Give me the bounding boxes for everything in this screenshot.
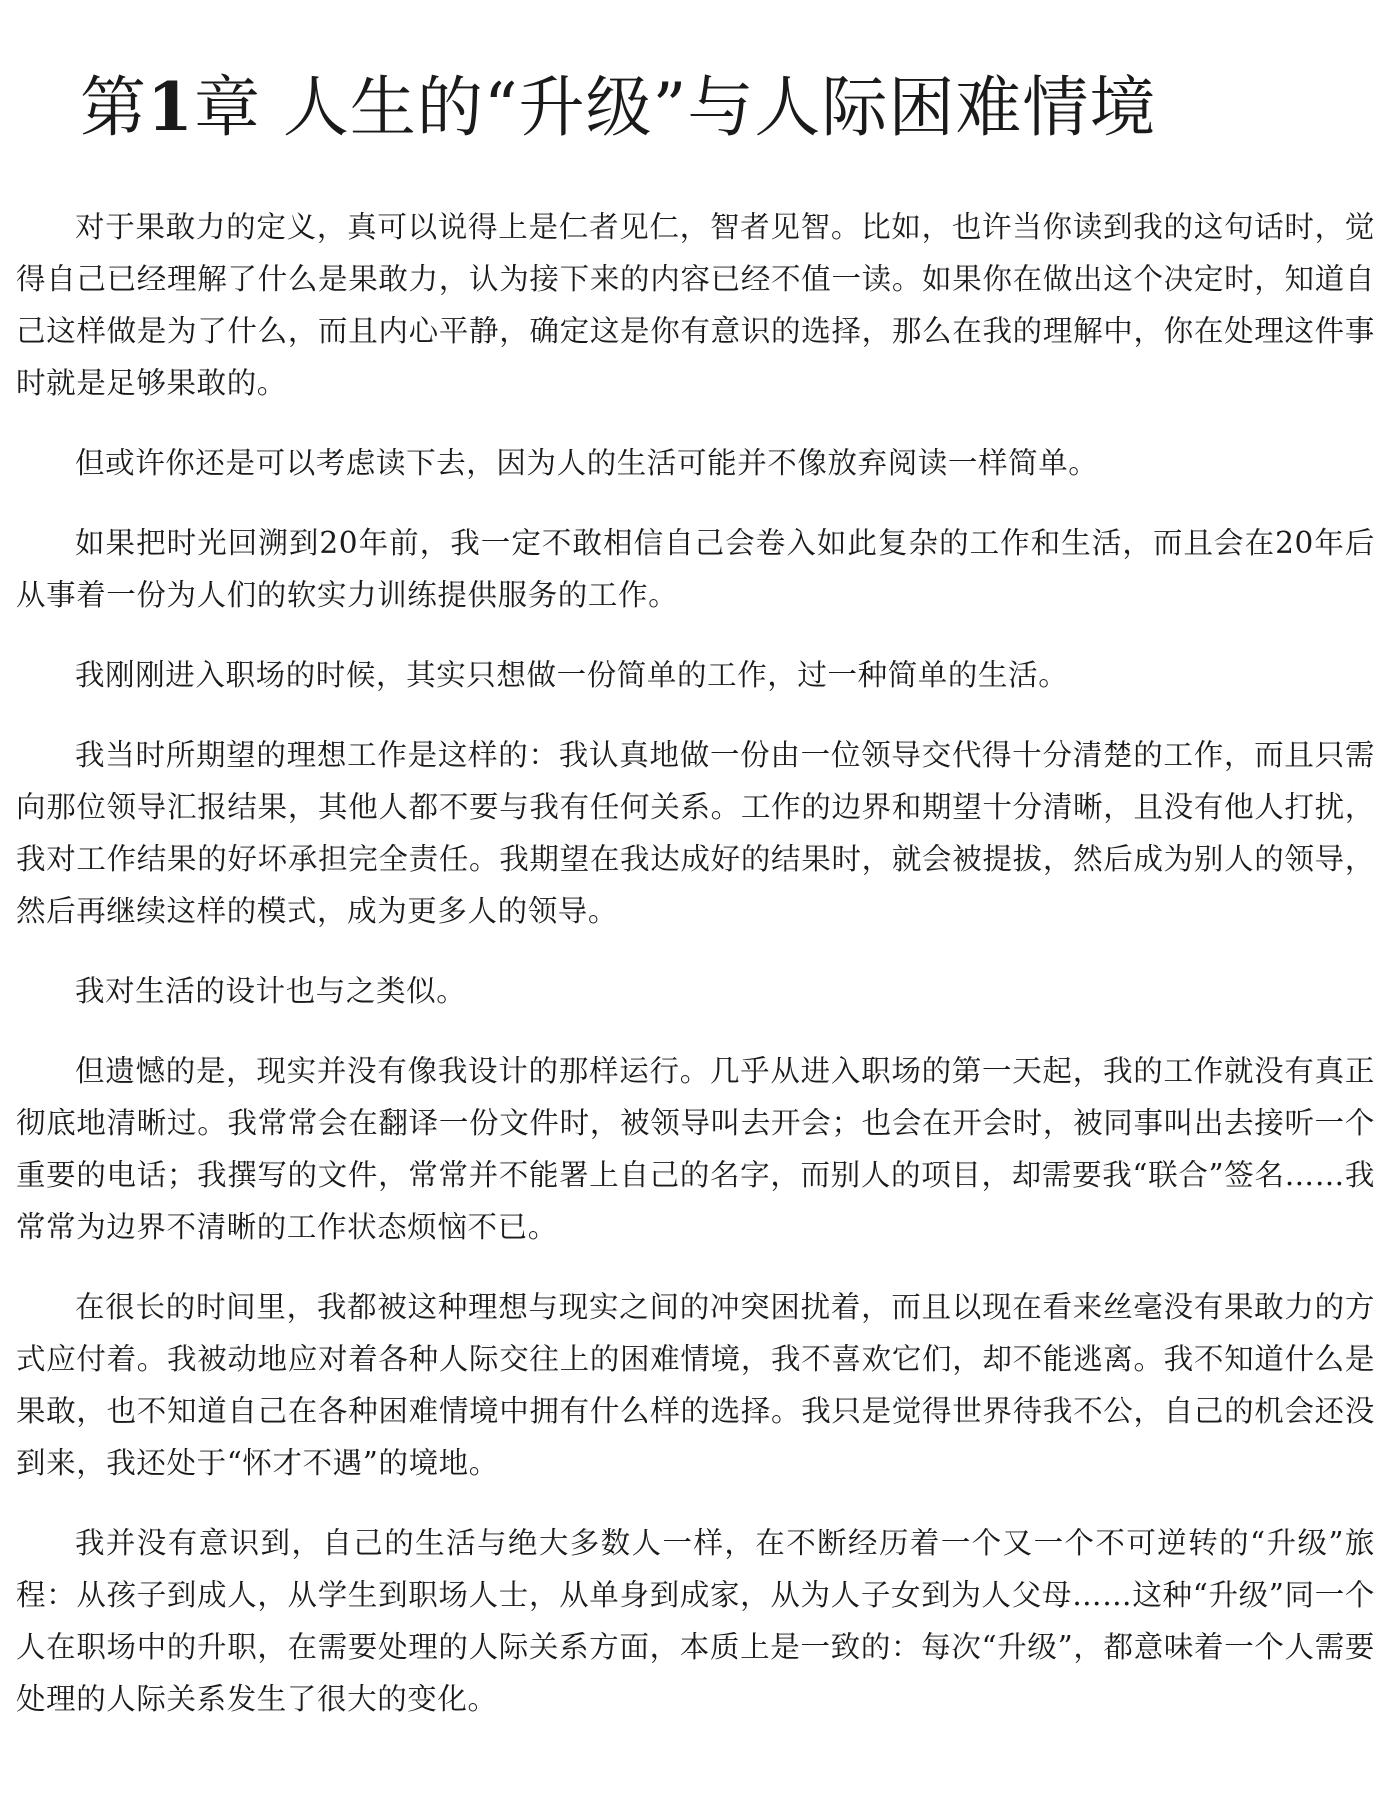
- chapter-body: [16, 201, 1375, 1725]
- paragraph-9: 我并没有意识到，自己的生活与绝大多数人一样，在不断经历着一个又一个不可逆转的“升级”旅程：从孩子到成人，从学生到职场人士，从单身到成家，从为人子女到为人父母……这种“升级”同一个人在职场中的升职，在需要处理的人际关系方面，本质上是一致的：每次“升级”，都意味着一个人需要处理的人际关系发生了很大的变化。: [16, 1526, 1375, 1716]
- paragraph-8: 在很长的时间里，我都被这种理想与现实之间的冲突困扰着，而且以现在看来丝毫没有果敢力的方式应付着。我被动地应对着各种人际交往上的困难情境，我不喜欢它们，却不能逃离。我不知道什么是果敢，也不知道自己在各种困难情境中拥有什么样的选择。我只是觉得世界待我不公，自己的机会还没到来，我还处于“怀才不遇”的境地。: [16, 1290, 1375, 1480]
- paragraph-5: 我当时所期望的理想工作是这样的：我认真地做一份由一位领导交代得十分清楚的工作，而且只需向那位领导汇报结果，其他人都不要与我有任何关系。工作的边界和期望十分清晰，且没有他人打扰，我对工作结果的好坏承担完全责任。我期望在我达成好的结果时，就会被提拔，然后成为别人的领导，然后再继续这样的模式，成为更多人的领导。: [16, 738, 1375, 928]
- paragraph-6: 我对生活的设计也与之类似。: [75, 974, 467, 1008]
- paragraph-2: 但或许你还是可以考虑读下去，因为人的生活可能并不像放弃阅读一样简单。: [75, 446, 1099, 480]
- paragraph-3: 如果把时光回溯到20年前，我一定不敢相信自己会卷入如此复杂的工作和生活，而且会在20年后从事着一份为人们的软实力训练提供服务的工作。: [16, 526, 1375, 612]
- chapter-title-text: 章 人生的“升级”与人际困难情境: [193, 69, 1157, 146]
- chapter-title: [80, 62, 1375, 153]
- chapter-prefix: 第: [80, 69, 147, 146]
- paragraph-4: 我刚刚进入职场的时候，其实只想做一份简单的工作，过一种简单的生活。: [75, 658, 1069, 692]
- paragraph-1: 对于果敢力的定义，真可以说得上是仁者见仁，智者见智。比如，也许当你读到我的这句话时，觉得自己已经理解了什么是果敢力，认为接下来的内容已经不值一读。如果你在做出这个决定时，知道自己这样做是为了什么，而且内心平静，确定这是你有意识的选择，那么在我的理解中，你在处理这件事时就是足够果敢的。: [16, 210, 1375, 400]
- chapter-number: 1: [147, 68, 194, 146]
- paragraph-7: 但遗憾的是，现实并没有像我设计的那样运行。几乎从进入职场的第一天起，我的工作就没有真正彻底地清晰过。我常常会在翻译一份文件时，被领导叫去开会；也会在开会时，被同事叫出去接听一个重要的电话；我撰写的文件，常常并不能署上自己的名字，而别人的项目，却需要我“联合”签名……我常常为边界不清晰的工作状态烦恼不已。: [16, 1054, 1375, 1244]
